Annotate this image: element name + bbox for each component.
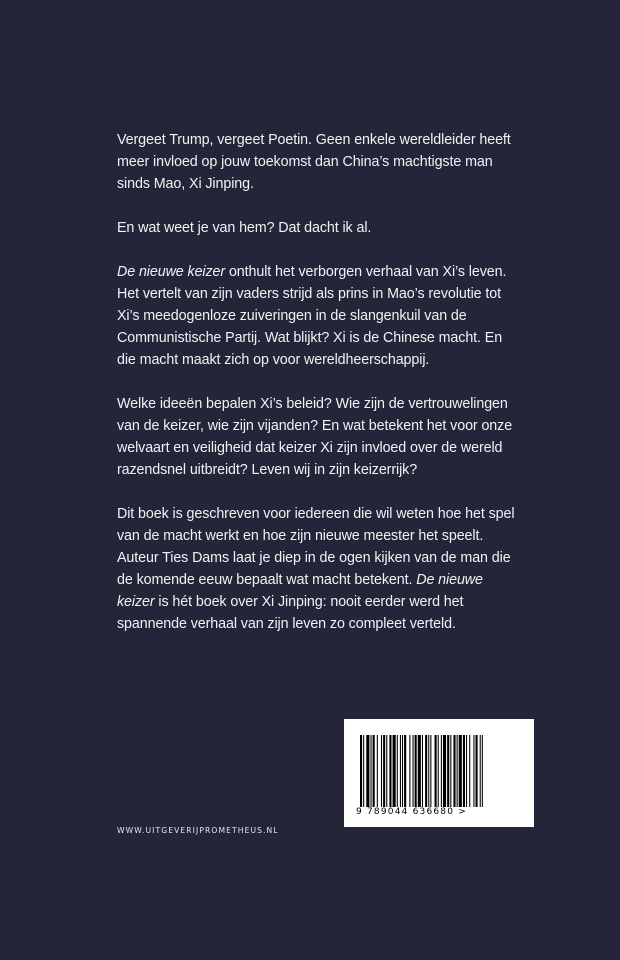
blurb-paragraph-5 [117, 503, 517, 635]
blurb-paragraph-2: En wat weet je van hem? Dat dacht ik al. [117, 220, 372, 236]
blurb-paragraph-4: Welke ideeën bepalen Xi’s beleid? Wie zijn de vertrouwelingen van de keizer, wie zijn vijanden? En wat betekent het voor onze welvaart en veiligheid dat keizer Xi zijn invloed over de wereld razendsnel uitbreidt? Leven wij in zijn keizerrijk? [117, 396, 513, 478]
isbn-number: 9 789044 636680 > [356, 807, 467, 817]
barcode-icon [360, 735, 520, 807]
barcode-box [344, 719, 534, 827]
publisher-website: WWW.UITGEVERIJPROMETHEUS.NL [117, 826, 279, 835]
book-title-italic: De nieuwe keizer [117, 264, 226, 280]
blurb-paragraph-5-text-b: is hét boek over Xi Jinping: nooit eerder werd het spannende verhaal van zijn leven zo compleet verteld. [117, 594, 464, 632]
blurb-paragraph-5-text-a: Dit boek is geschreven voor iedereen die wil weten hoe het spel van de macht werkt en hoe zijn nieuwe meester het speelt. Auteur Ties Dams laat je diep in de ogen kijken van de man die de komende eeuw bepaalt wat macht betekent. [117, 506, 515, 588]
blurb-paragraph-3-text: onthult het verborgen verhaal van Xi’s leven. Het vertelt van zijn vaders strijd als prins in Mao’s revolutie tot Xi’s meedogenloze zuiveringen in de slangenkuil van de Communistische Partij. Wat blijkt? Xi is de Chinese macht. En die macht maakt zich op voor wereldheerschappij. [117, 264, 507, 368]
back-cover-blurb [117, 129, 517, 657]
book-title-italic: De nieuwe keizer [117, 572, 483, 610]
blurb-paragraph-3 [117, 261, 517, 371]
blurb-paragraph-1: Vergeet Trump, vergeet Poetin. Geen enkele wereldleider heeft meer invloed op jouw toekomst dan China’s machtigste man sinds Mao, Xi Jinping. [117, 132, 511, 192]
